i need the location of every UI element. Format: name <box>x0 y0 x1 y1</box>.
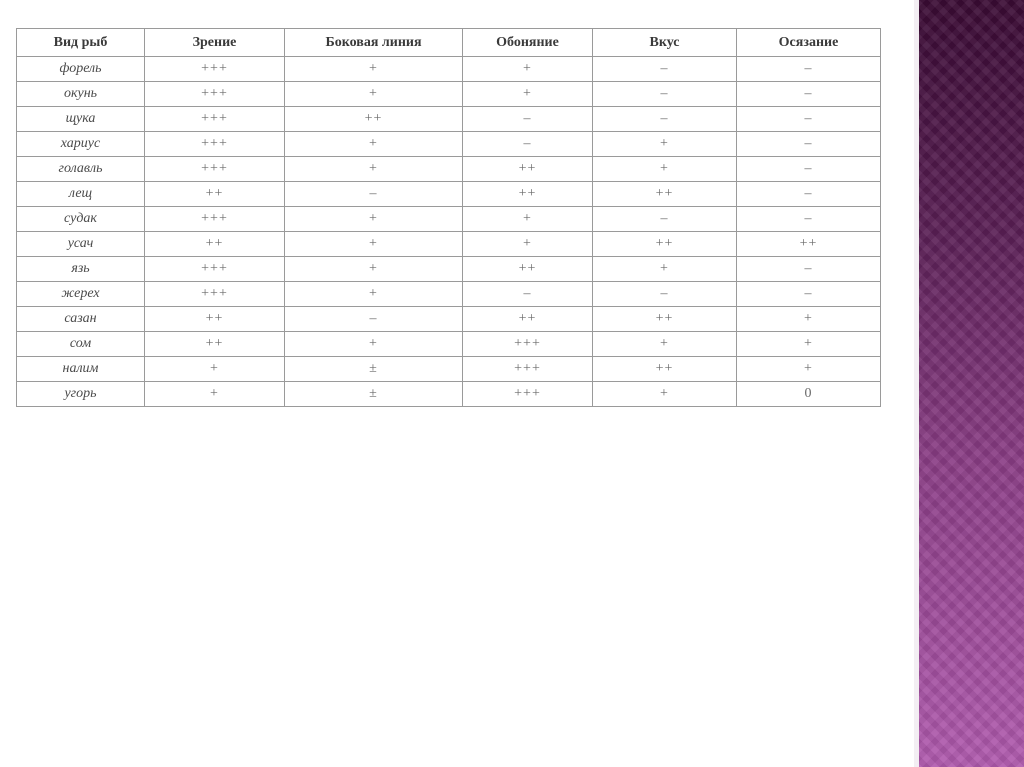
header-taste: Вкус <box>593 29 737 57</box>
species-cell: щука <box>17 107 145 132</box>
smell-cell: +++ <box>463 332 593 357</box>
vision-cell: ++ <box>145 332 285 357</box>
touch-cell: – <box>737 257 881 282</box>
taste-cell: ++ <box>593 307 737 332</box>
touch-cell: + <box>737 332 881 357</box>
vision-cell: + <box>145 357 285 382</box>
vision-cell: ++ <box>145 182 285 207</box>
touch-cell: – <box>737 57 881 82</box>
taste-cell: + <box>593 382 737 407</box>
vision-cell: +++ <box>145 57 285 82</box>
table-row <box>17 382 881 407</box>
lateral-line-cell: + <box>285 157 463 182</box>
taste-cell: + <box>593 332 737 357</box>
species-cell: налим <box>17 357 145 382</box>
table-row <box>17 232 881 257</box>
smell-cell: ++ <box>463 182 593 207</box>
species-cell: форель <box>17 57 145 82</box>
table-header-row <box>17 29 881 57</box>
lateral-line-cell: + <box>285 332 463 357</box>
vision-cell: +++ <box>145 282 285 307</box>
table-row <box>17 107 881 132</box>
lateral-line-cell: + <box>285 257 463 282</box>
species-cell: усач <box>17 232 145 257</box>
species-cell: окунь <box>17 82 145 107</box>
table-row <box>17 357 881 382</box>
table-row <box>17 207 881 232</box>
touch-cell: – <box>737 282 881 307</box>
smell-cell: +++ <box>463 357 593 382</box>
smell-cell: ++ <box>463 257 593 282</box>
smell-cell: + <box>463 57 593 82</box>
lateral-line-cell: + <box>285 82 463 107</box>
lateral-line-cell: ± <box>285 357 463 382</box>
table-row <box>17 57 881 82</box>
species-cell: хариус <box>17 132 145 157</box>
header-vision: Зрение <box>145 29 285 57</box>
touch-cell: – <box>737 182 881 207</box>
taste-cell: – <box>593 207 737 232</box>
fish-senses-table <box>16 28 881 407</box>
lateral-line-cell: + <box>285 132 463 157</box>
lateral-line-cell: + <box>285 232 463 257</box>
species-cell: сом <box>17 332 145 357</box>
smell-cell: + <box>463 82 593 107</box>
lateral-line-cell: + <box>285 207 463 232</box>
vision-cell: +++ <box>145 157 285 182</box>
smell-cell: ++ <box>463 157 593 182</box>
species-cell: сазан <box>17 307 145 332</box>
side-band-edge <box>914 0 919 767</box>
species-cell: лещ <box>17 182 145 207</box>
touch-cell: ++ <box>737 232 881 257</box>
vision-cell: +++ <box>145 107 285 132</box>
species-cell: голавль <box>17 157 145 182</box>
header-species: Вид рыб <box>17 29 145 57</box>
taste-cell: – <box>593 82 737 107</box>
smell-cell: + <box>463 232 593 257</box>
vision-cell: +++ <box>145 132 285 157</box>
species-cell: жерех <box>17 282 145 307</box>
taste-cell: – <box>593 57 737 82</box>
touch-cell: – <box>737 157 881 182</box>
vision-cell: ++ <box>145 307 285 332</box>
taste-cell: ++ <box>593 182 737 207</box>
lateral-line-cell: – <box>285 307 463 332</box>
taste-cell: + <box>593 257 737 282</box>
table-row <box>17 132 881 157</box>
lateral-line-cell: ++ <box>285 107 463 132</box>
vision-cell: ++ <box>145 232 285 257</box>
species-cell: угорь <box>17 382 145 407</box>
smell-cell: – <box>463 282 593 307</box>
touch-cell: + <box>737 307 881 332</box>
touch-cell: 0 <box>737 382 881 407</box>
taste-cell: – <box>593 282 737 307</box>
taste-cell: + <box>593 157 737 182</box>
lateral-line-cell: – <box>285 182 463 207</box>
lateral-line-cell: + <box>285 57 463 82</box>
taste-cell: ++ <box>593 357 737 382</box>
smell-cell: +++ <box>463 382 593 407</box>
table-row <box>17 182 881 207</box>
smell-cell: – <box>463 132 593 157</box>
vision-cell: +++ <box>145 207 285 232</box>
touch-cell: – <box>737 132 881 157</box>
fish-senses-table-container <box>16 28 880 407</box>
touch-cell: – <box>737 207 881 232</box>
touch-cell: – <box>737 107 881 132</box>
touch-cell: – <box>737 82 881 107</box>
smell-cell: – <box>463 107 593 132</box>
touch-cell: + <box>737 357 881 382</box>
table-row <box>17 282 881 307</box>
lateral-line-cell: ± <box>285 382 463 407</box>
species-cell: судак <box>17 207 145 232</box>
header-lateral-line: Боковая линия <box>285 29 463 57</box>
vision-cell: +++ <box>145 82 285 107</box>
decorative-side-band <box>914 0 1024 767</box>
table-row <box>17 307 881 332</box>
smell-cell: ++ <box>463 307 593 332</box>
vision-cell: + <box>145 382 285 407</box>
smell-cell: + <box>463 207 593 232</box>
lateral-line-cell: + <box>285 282 463 307</box>
table-row <box>17 82 881 107</box>
vision-cell: +++ <box>145 257 285 282</box>
taste-cell: – <box>593 107 737 132</box>
table-row <box>17 257 881 282</box>
header-touch: Осязание <box>737 29 881 57</box>
taste-cell: + <box>593 132 737 157</box>
header-smell: Обоняние <box>463 29 593 57</box>
taste-cell: ++ <box>593 232 737 257</box>
species-cell: язь <box>17 257 145 282</box>
table-row <box>17 157 881 182</box>
table-row <box>17 332 881 357</box>
